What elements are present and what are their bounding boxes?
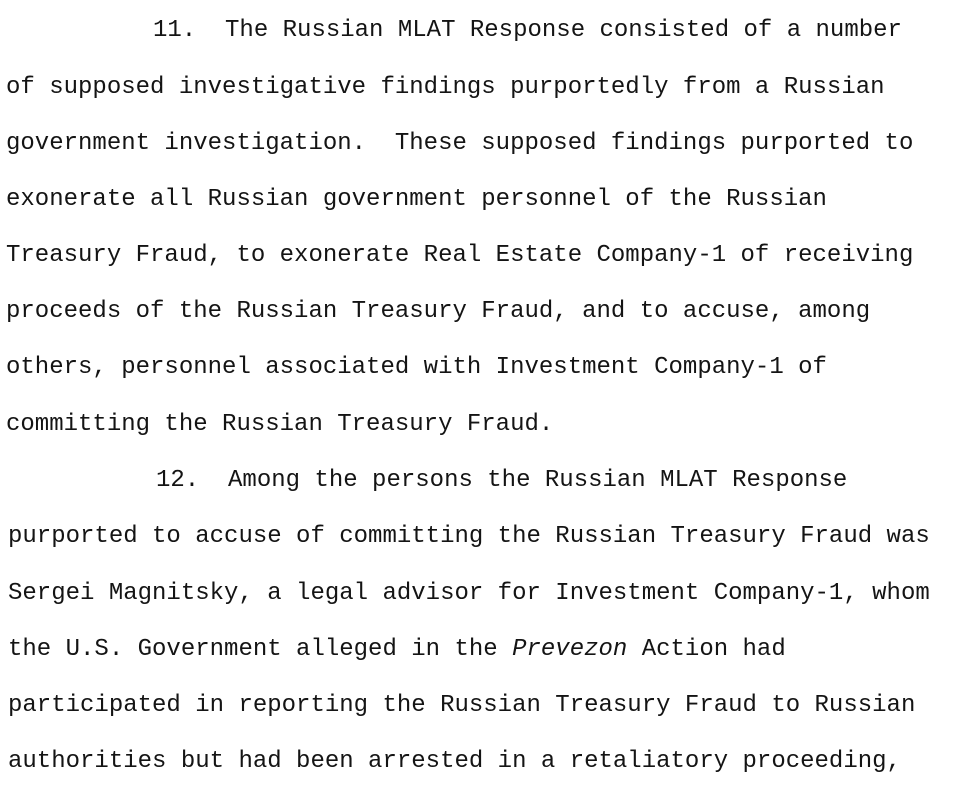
- text-line: participated in reporting the Russian Treasury Fraud to Russian: [8, 692, 916, 719]
- text-line: committing the Russian Treasury Fraud.: [6, 411, 554, 438]
- text-segment: the U.S. Government alleged in the: [8, 636, 513, 663]
- text-segment: Action had: [627, 636, 786, 663]
- text-line: purported to accuse of committing the Russian Treasury Fraud was: [8, 523, 930, 550]
- paragraph-12-first-line: [156, 466, 847, 496]
- text-line: Treasury Fraud, to exonerate Real Estate Company-1 of receiving: [6, 242, 914, 269]
- text-line: Among the persons the Russian MLAT Response: [228, 467, 848, 494]
- text-line: exonerate all Russian government personnel of the Russian: [6, 186, 827, 213]
- text-line: The Russian MLAT Response consisted of a number: [225, 17, 902, 44]
- paragraph-number: 12.: [156, 467, 200, 494]
- text-line: authorities but had been arrested in a retaliatory proceeding,: [8, 748, 901, 775]
- paragraph-11-first-line: [153, 16, 902, 46]
- text-line: Sergei Magnitsky, a legal advisor for Investment Company-1, whom: [8, 580, 930, 607]
- text-line: others, personnel associated with Investment Company-1 of: [6, 354, 827, 381]
- text-line: government investigation. These supposed findings purported to: [6, 130, 914, 157]
- text-line: proceeds of the Russian Treasury Fraud, and to accuse, among: [6, 298, 871, 325]
- paragraph-number: 11.: [153, 17, 197, 44]
- case-name-italic: Prevezon: [512, 636, 628, 663]
- text-line: of supposed investigative findings purportedly from a Russian: [6, 74, 885, 101]
- text-line-with-italic-case-name: [8, 635, 786, 665]
